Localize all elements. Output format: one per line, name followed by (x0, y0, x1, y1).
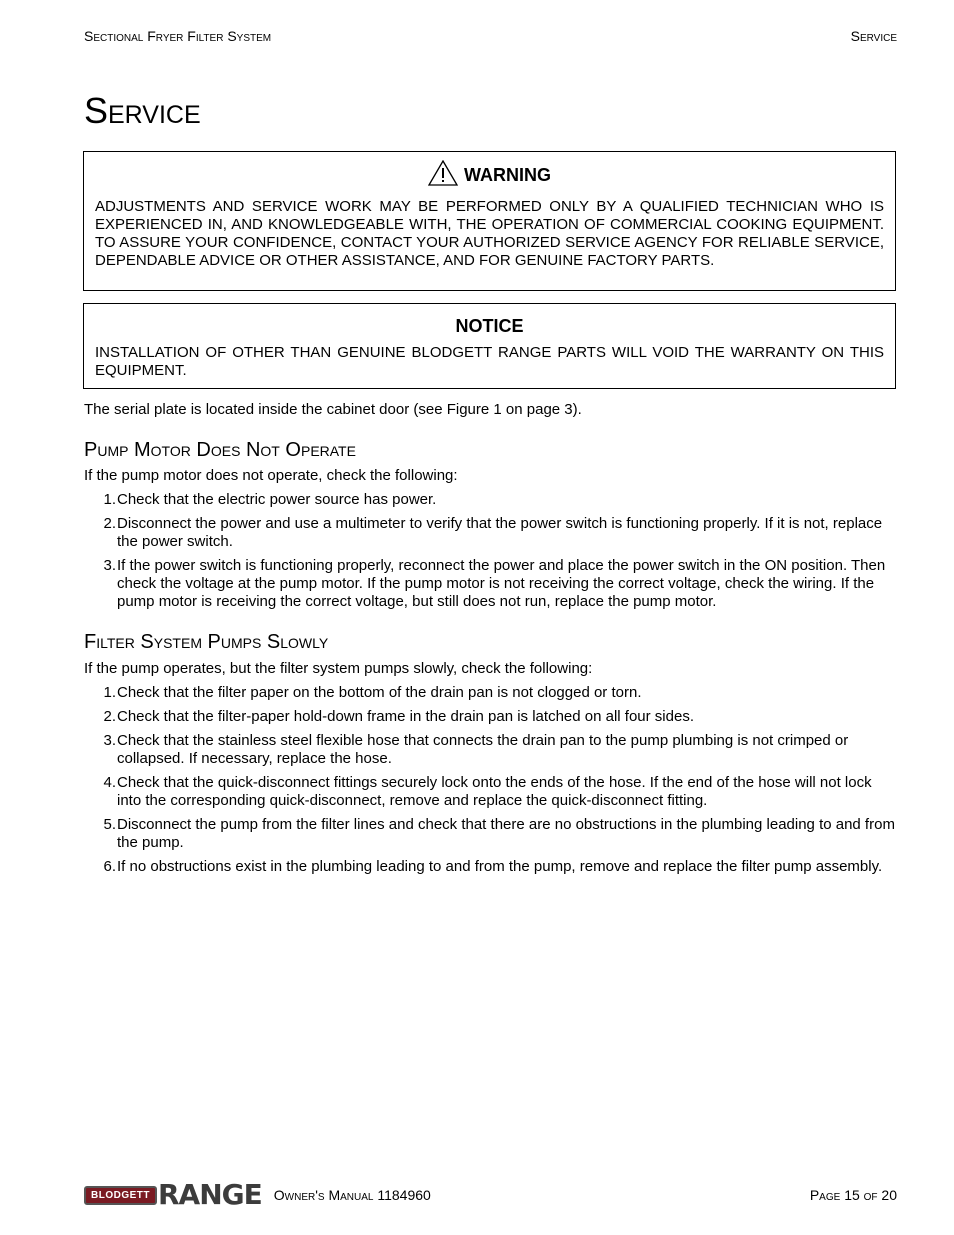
page-title: Service (84, 90, 201, 131)
warning-title (95, 160, 884, 191)
list-item (84, 491, 897, 509)
step-text: Check that the quick-disconnect fittings securely lock onto the ends of the hose. If the end of the hose will not lock into the corresponding quick-disconnect, remove and replace the quick-disconnect fitting. (117, 774, 872, 809)
step-number: 4 . (84, 774, 117, 810)
list-item (84, 774, 897, 810)
step-text: Disconnect the power and use a multimeter to verify that the power switch is functioning properly. If it is not, replace the power switch. (117, 515, 883, 550)
step-number: 1 . (84, 684, 117, 702)
running-header (84, 28, 897, 44)
warning-box (83, 151, 896, 291)
page-number: Page 15 of 20 (809, 1187, 897, 1203)
header-left-title: Sectional Fryer Filter System (84, 28, 272, 44)
list-item (84, 515, 897, 551)
notice-text: INSTALLATION OF OTHER THAN GENUINE BLODGETT RANGE PARTS WILL VOID THE WARRANTY ON THIS EQUIPMENT. (95, 344, 884, 379)
list-item (84, 684, 897, 702)
step-text: If the power switch is functioning properly, reconnect the power and place the power switch in the ON position. Then check the voltage at the pump motor. If the pump motor is not receiving the correct voltage, check the wiring. If the pump motor is receiving the correct voltage, but still does not run, replace the pump motor. (117, 557, 886, 610)
section-heading-filter-slow: Filter System Pumps Slowly (84, 631, 329, 653)
list-item (84, 858, 897, 876)
notice-heading: NOTICE (455, 316, 524, 336)
section2-intro: If the pump operates, but the filter system pumps slowly, check the following: (84, 660, 593, 677)
section1-steps (84, 491, 897, 617)
warning-heading: WARNING (464, 165, 551, 185)
step-number: 3 . (84, 557, 117, 611)
logo-badge: BLODGETT (84, 1186, 157, 1205)
manual-number: Owner's Manual 1184960 (273, 1187, 431, 1203)
step-text: Check that the filter paper on the bottom of the drain pan is not clogged or torn. (117, 684, 642, 701)
list-item (84, 816, 897, 852)
serial-plate-note: The serial plate is located inside the cabinet door (see Figure 1 on page 3). (84, 401, 582, 418)
warning-text: ADJUSTMENTS AND SERVICE WORK MAY BE PERFORMED ONLY BY A QUALIFIED TECHNICIAN WHO IS EXPERIENCED IN, AND KNOWLEDGEABLE WITH, THE OPERATION OF COMMERCIAL COOKING EQUIPMENT. TO ASSURE YOUR CONFIDENCE, CONTACT YOUR AUTHORIZED SERVICE AGENCY FOR RELIABLE SERVICE, DEPENDABLE ADVICE OR OTHER ASSISTANCE, AND FOR GENUINE FACTORY PARTS. (95, 198, 884, 269)
section1-intro: If the pump motor does not operate, check the following: (84, 467, 458, 484)
logo-wordmark: RANGE (158, 1178, 262, 1211)
step-number: 6 . (84, 858, 117, 876)
step-number: 2 . (84, 708, 117, 726)
page-footer (84, 1178, 897, 1211)
blodgett-range-logo (84, 1178, 262, 1211)
header-right-section: Service (850, 28, 897, 44)
list-item (84, 732, 897, 768)
step-number: 1 . (84, 491, 117, 509)
notice-box (83, 303, 896, 389)
step-number: 5 . (84, 816, 117, 852)
step-text: If no obstructions exist in the plumbing leading to and from the pump, remove and replace the filter pump assembly. (117, 858, 883, 875)
section-heading-pump-motor: Pump Motor Does Not Operate (84, 439, 356, 461)
step-number: 3 . (84, 732, 117, 768)
step-text: Disconnect the pump from the filter lines and check that there are no obstructions in the plumbing leading to and from the pump. (117, 816, 895, 851)
warning-triangle-icon (428, 160, 458, 191)
step-text: Check that the stainless steel flexible hose that connects the drain pan to the pump plumbing is not crimped or collapsed. If necessary, replace the hose. (117, 732, 849, 767)
step-text: Check that the filter-paper hold-down frame in the drain pan is latched on all four sides. (117, 708, 694, 725)
section2-steps (84, 684, 897, 882)
step-number: 2 . (84, 515, 117, 551)
step-text: Check that the electric power source has power. (117, 491, 437, 508)
list-item (84, 708, 897, 726)
list-item (84, 557, 897, 611)
